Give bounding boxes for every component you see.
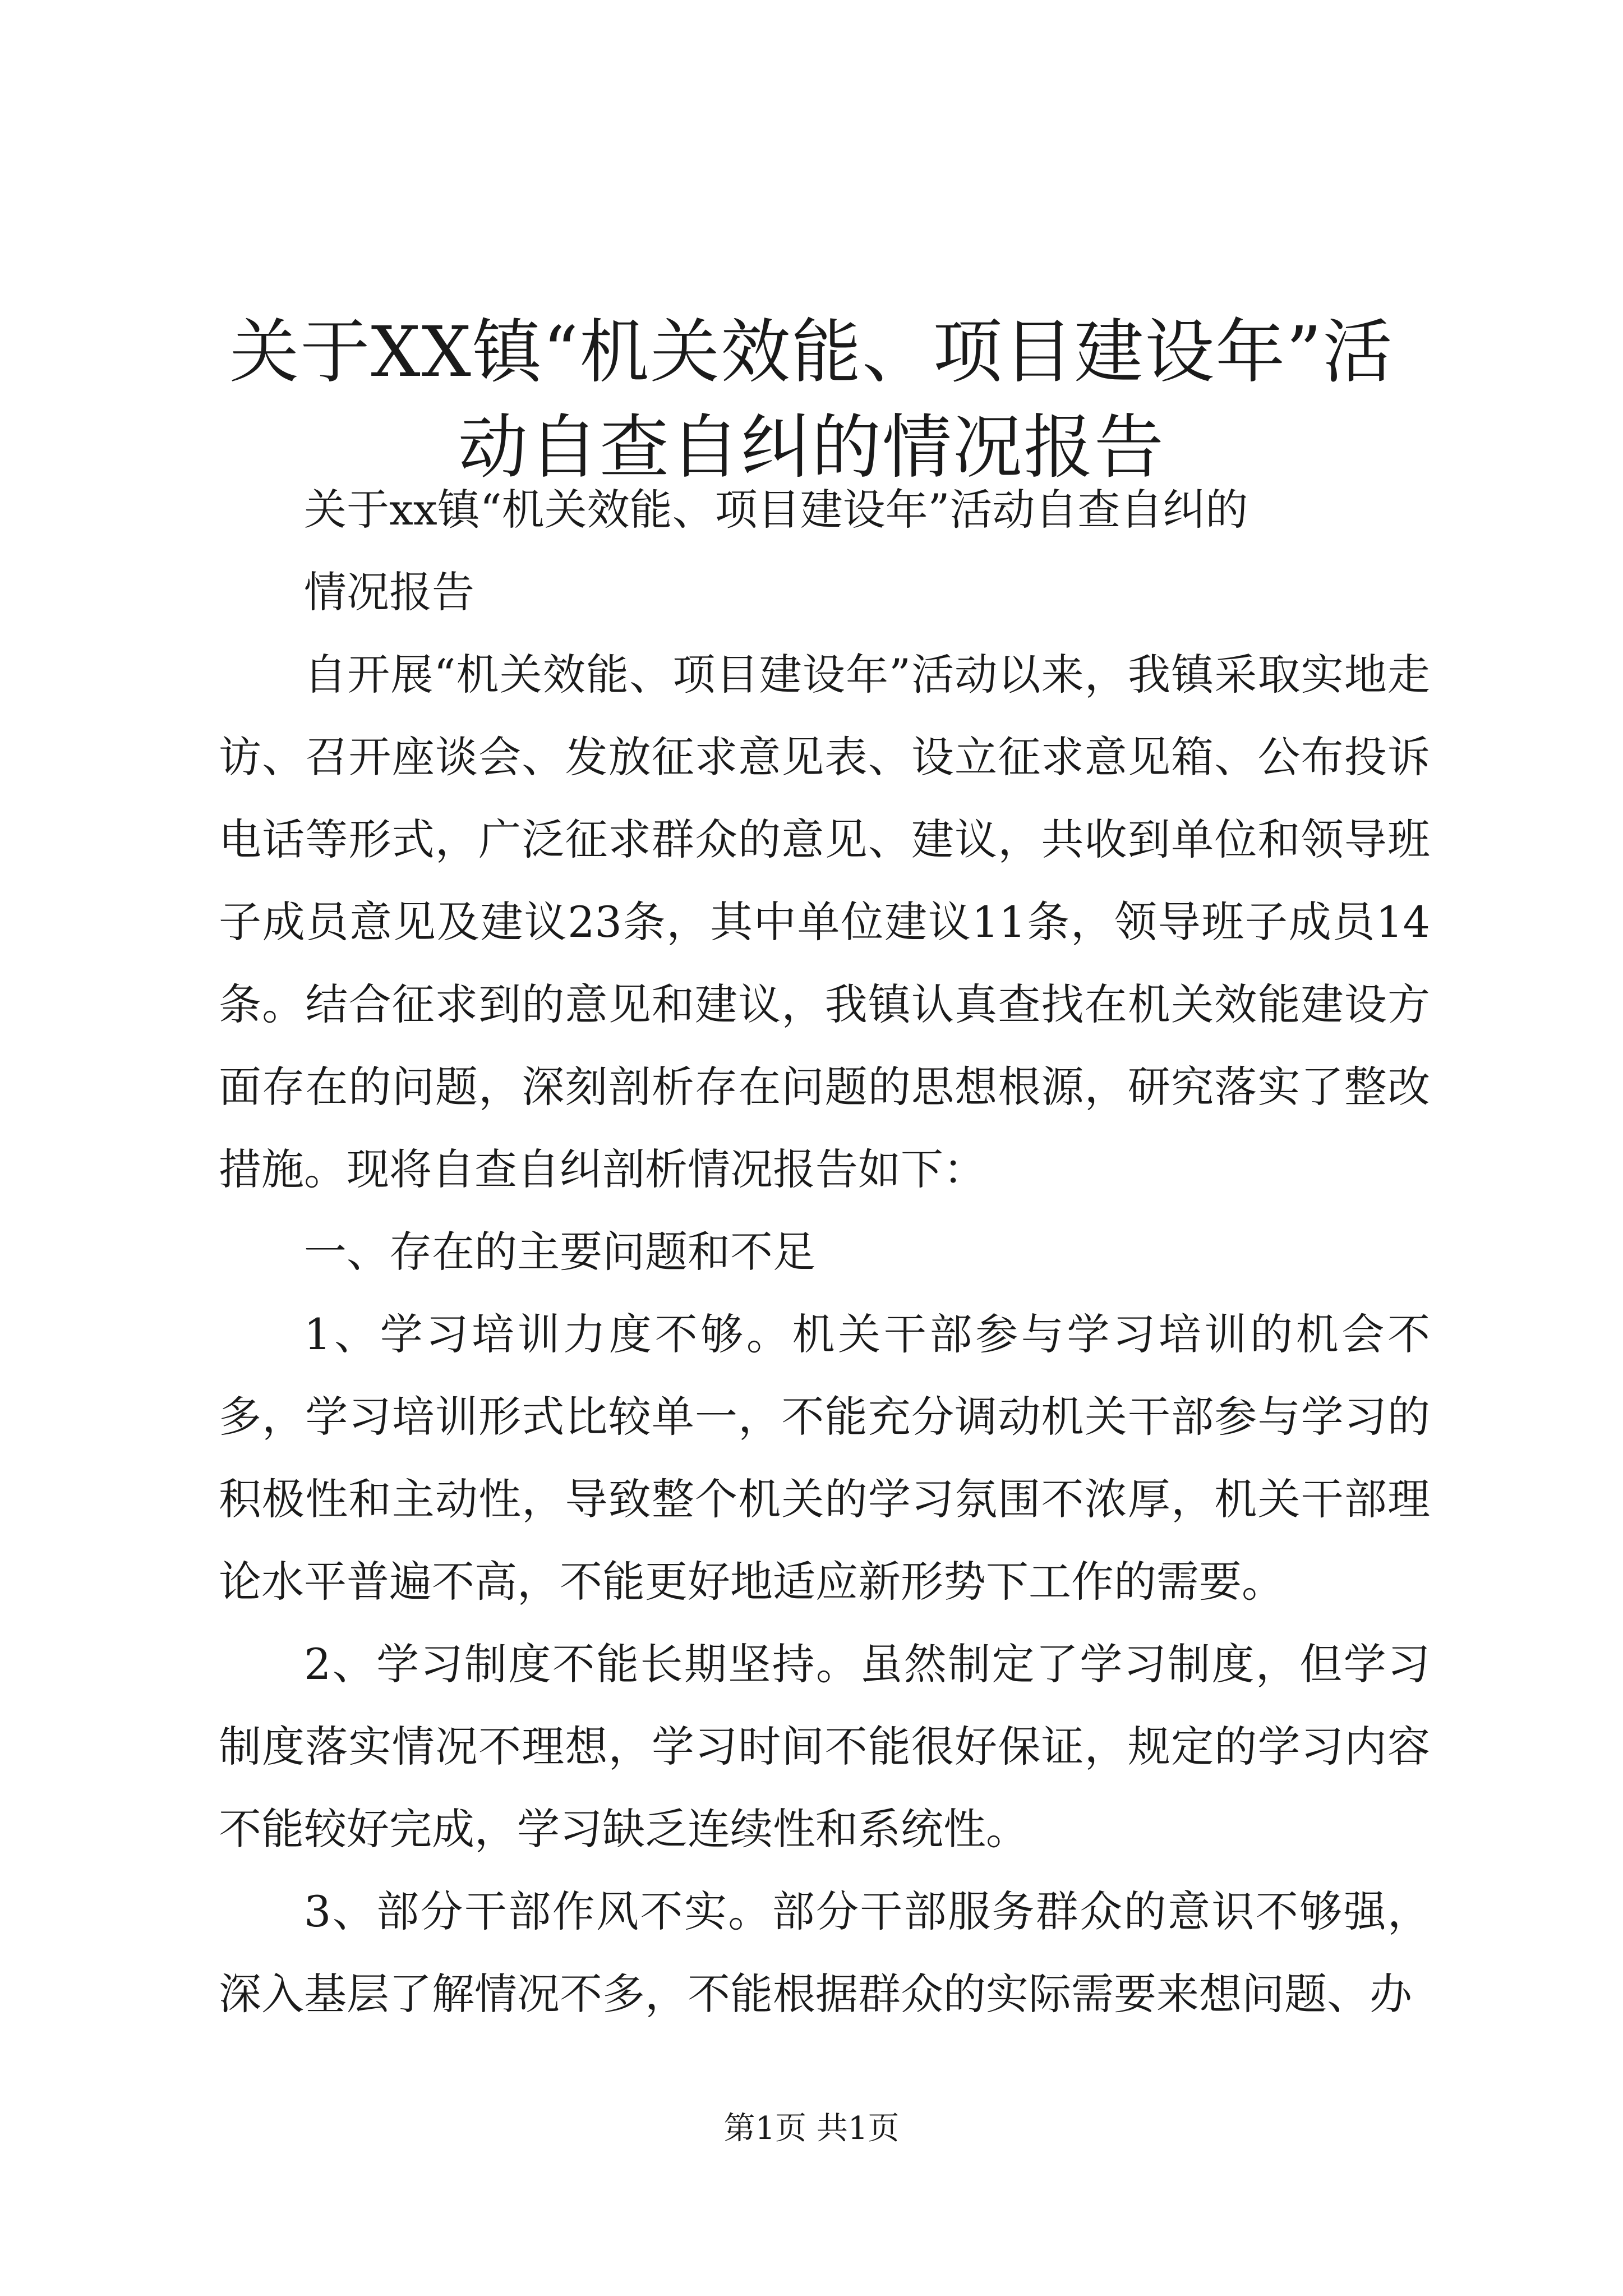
document-title: 关于XX镇“机关效能、项目建设年”活动自查自纠的情况报告 (229, 312, 1394, 489)
section-heading: 一、存在的主要问题和不足 (304, 1227, 815, 1277)
page-footer: 第1页 共1页 (723, 2110, 900, 2147)
issue-paragraph-2: 2、学习制度不能长期坚持。虽然制定了学习制度，但学习制度落实情况不理想，学习时间不能很好保证，规定的学习内容不能较好完成，学习缺乏连续性和系统性。 (219, 1639, 1430, 1854)
subtitle-line-1: 关于xx镇“机关效能、项目建设年”活动自查自纠的 (304, 485, 1248, 535)
issue-paragraph-3: 3、部分干部作风不实。部分干部服务群众的意识不够强，深入基层了解情况不多，不能根据群众的实际需要来想问题、办 (219, 1887, 1430, 2019)
issue-paragraph-1: 1、学习培训力度不够。机关干部参与学习培训的机会不多，学习培训形式比较单一，不能充分调动机关干部参与学习的积极性和主动性，导致整个机关的学习氛围不浓厚，机关干部理论水平普遍不高，不能更好地适应新形势下工作的需要。 (219, 1309, 1430, 1607)
document-body (219, 468, 1430, 2035)
subtitle-line-2: 情况报告 (304, 567, 474, 617)
intro-paragraph: 自开展“机关效能、项目建设年”活动以来，我镇采取实地走访、召开座谈会、发放征求意见表、设立征求意见箱、公布投诉电话等形式，广泛征求群众的意见、建议，共收到单位和领导班子成员意见及建议23条，其中单位建议11条，领导班子成员14条。结合征求到的意见和建议，我镇认真查找在机关效能建设方面存在的问题，深刻剖析存在问题的思想根源，研究落实了整改措施。现将自查自纠剖析情况报告如下： (219, 650, 1430, 1194)
